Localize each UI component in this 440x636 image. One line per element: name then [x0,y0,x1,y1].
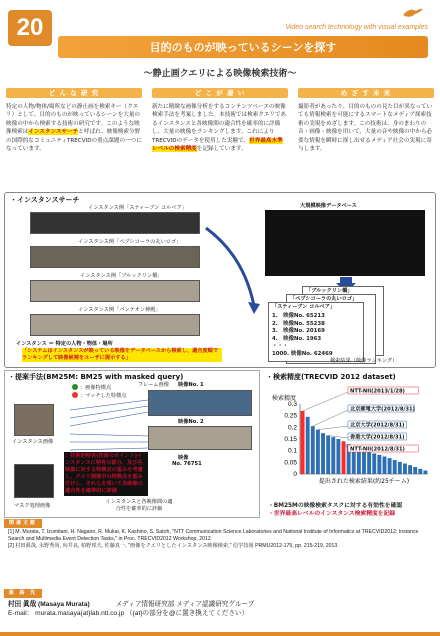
frame-strip-2 [148,426,252,450]
evaluation-caption: インスタンスと各映像間の適合性を確率的に評価 [105,499,173,512]
legend-feature-point: ：画像特徴点 [80,385,112,391]
key-point-callout: ：技術的特長(技術のポイント)インスタンスに特有の部分、及び各映像に対する特徴点の重みを考慮し、クエリ画像中の特徴点を重み付けし、それらを用いて各映像の適合性を確率的に評価 [64,452,148,496]
y-axis-label: 検索精度 [271,395,296,402]
contact-name: 村田 眞哉 (Masaya Murata) [8,601,90,608]
video-label: No. 76751 [172,461,202,467]
page-title: 目的のものが映っているシーンを探す [58,36,428,58]
bar [357,449,361,474]
y-tick-label: 0 [293,471,297,478]
bar [367,452,371,474]
bar [336,439,340,474]
bar [383,457,387,475]
ranking-card-title: 「スティーブン コルベア」 [272,304,336,310]
references-list [8,529,432,551]
list-item: 4. 映像No. 1963 [272,335,322,342]
bar [331,437,335,474]
instance-search-title: ・インスタンスサーチ [10,196,80,204]
instance-image-label: インスタンス画像 [12,439,54,445]
annotation-label: 北京大学(2012/8/31) [350,422,405,429]
accuracy-note: ・世界最高レベルのインスタンス検索精度を記録 [268,511,396,517]
instance-image-strip [30,246,200,268]
ranking-list [272,313,333,359]
bar [393,460,397,474]
reference-item: [2] 村田眞哉, 永野秀尚, 向井良, 柏野邦夫, 佐藤真一, "画像をクエリとしたインスタンス映像検索," 信学技報 PRMU2012-175, pp. 215-219, 2013. [8,543,339,550]
column-text: 新たに精緻な画像分析をするコンテンツベースの映像検索手法を考案しました。本技術では検索クエリであるインスタンスと各映像間の適合性を確率的に評価し、大量の映像をランキングします。これによりTRECVIDのデータを使用した実験で、世界最高水準レベルの検索精度を記録しています。 [152,104,287,153]
column-text: 撮影者があったり、目的のものの見た目が異なっていても情報検索を可能にするスマートなメディア探索技術の実現をめざします。この技術は、身のまわりの音・画像・映像を用いて、大量の音や映像の中から必要な情報を瞬時に探し出せるメディア社会の実現に寄与します。 [298,104,433,153]
bar [326,436,330,475]
annotation-leader [303,392,348,411]
feature-point-icon [72,384,78,390]
bar [413,467,417,474]
list-item: 1000. 映像No. 62469 [272,350,333,357]
list-item: 3. 映像No. 20169 [272,328,325,335]
bar [316,430,320,474]
annotation-label: 香港大学(2012/8/31) [350,434,405,441]
instance-image-strip [30,314,200,336]
instance-example-label: インスタンス例「ブルックリン橋」 [80,273,163,279]
y-tick-label: 0.25 [284,412,297,420]
bar [423,471,427,475]
bar [362,451,366,474]
mask-image [14,464,54,498]
annotation-label: NTT-NII(2012/8/31) [350,446,405,453]
column-what [6,88,142,153]
y-tick-label: 0.1 [287,447,297,455]
frame-image-label: フレーム画像 [138,382,169,388]
y-tick-label: 0.3 [287,401,297,408]
column-heading: ど こ が 凄 い [152,88,288,98]
contact-email: E-mail： murata.masaya{at}lab.ntt.co.jp （{at}の部分を@に置き換えてください） [8,610,249,617]
bar [372,453,376,474]
bottom-rule [0,632,440,636]
video-label: 映像No. 1 [178,382,204,388]
bar [321,433,325,474]
instance-example-label: インスタンス例「パンテオン神殿」 [78,307,161,313]
contact-heading: 連 絡 先 [4,589,42,598]
y-tick-label: 0.2 [287,424,297,432]
ranking-card-title: 「ブルックリン橋」 [306,288,353,294]
bar [408,465,412,474]
instance-image-strip [30,280,200,302]
mask-image-label: マスク処理画像 [14,503,51,509]
list-item: 2. 映像No. 55238 [272,320,325,327]
list-item: ・・・ [272,343,289,350]
references-heading: 関連文献 [4,519,42,528]
flow-arrow-icon [204,226,264,316]
instance-example-label: インスタンス例「ペプシコーラの丸いロゴ」 [78,239,182,245]
frame-strip-1 [148,390,252,416]
column-text: 特定の人物/物体/場所などの静止画を検索キー（クエリ）として、目的のものが映っているシーンを大量の映像の中から検索する技術の研究です。このような映像検索はインスタンスサーチと呼ばれ、映像検索分野の国際的なコミュニティTRECVIDの重点課題の一つになっています。 [6,104,142,153]
ranking-caption: 検索結果（映像ランキング） [330,358,398,364]
contact-info [8,600,432,618]
column-impact [152,88,288,153]
bar [306,417,310,474]
annotation-leader [328,436,348,439]
bar [403,464,407,475]
accuracy-note: ・BM25Mの映像検索タスクに対する有効性を確認 [268,503,403,509]
reference-item: [1] M. Murata, T. Izumitani, H. Nagano, R. Mukai, K. Kashino, S. Satoh, "NTT Communication Science Laboratories and National Institute of Informatics at TRECVID2012: Instance Search and Multimedia Event Detection Tasks," in Proc. TRECVID2012 Workshop, 2012. [8,529,419,543]
annotation-leader [313,410,348,426]
column-future [298,88,434,153]
video-database-image [265,210,425,276]
instance-definition: インスタンス ＝ 特定の人物・物体・場所 [16,341,113,347]
y-tick-label: 0.05 [284,459,297,467]
bar [398,462,402,474]
database-label: 大規模映像データベース [300,203,357,209]
system-description: 「システムはインスタンスが映っている映像をデータベースから検索し、適合度順でランキングして映像候補をユーザに提示する」 [22,348,222,362]
method-title: ・提案手法(BM25M: BM25 with masked query) [8,373,184,381]
bird-logo-icon [402,5,424,21]
bar [388,458,392,474]
x-axis-label: 提出された検索結果(約25チーム) [318,478,410,485]
bar [377,455,381,474]
column-heading: め ざ す 未 来 [298,88,434,98]
english-title: Video search technology with visual examples [285,24,428,31]
page-subtitle: ～静止画クエリによる映像検索技術～ [143,69,297,79]
ranking-card-title: 「ペプシコーラの丸いロゴ」 [290,296,358,302]
poster-number: 20 [8,10,52,46]
list-item: 1. 映像No. 65213 [272,313,325,319]
video-label: 映像 [178,455,189,461]
instance-image [14,404,54,436]
legend-matched-point: ：マッチした特徴点 [80,393,127,399]
video-label: 映像No. 2 [178,419,204,425]
y-tick-label: 0.15 [284,436,297,443]
bar [342,441,346,474]
bar [418,469,422,474]
bar [301,411,305,474]
contact-affiliation: メディア情報研究部 メディア認識研究グループ [115,601,255,608]
annotation-label: 北京郵電大学(2012/8/31) [350,406,415,413]
accuracy-chart [266,380,436,502]
annotation-leader [318,426,348,430]
annotation-label: NTT-NII(2013/1/28) [350,388,405,395]
column-heading: ど ん な 研 究 [6,88,142,98]
accuracy-title: ・検索精度(TRECVID 2012 dataset) [266,373,396,381]
bar [311,426,315,474]
instance-example-label: インスタンス例「スティーブン コルベア」 [88,205,187,211]
instance-image-strip [30,212,200,234]
